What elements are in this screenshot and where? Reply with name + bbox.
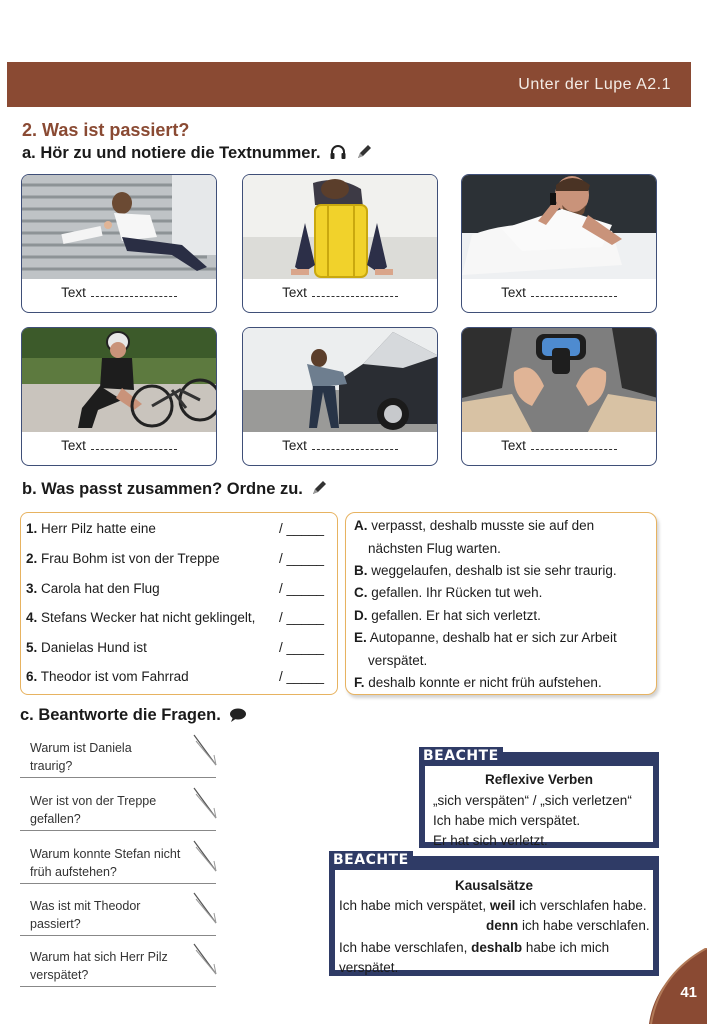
pen-icon bbox=[192, 839, 220, 879]
match-item-4: 4. Stefans Wecker hat nicht geklingelt, bbox=[26, 610, 256, 625]
section-title: 2. Was ist passiert? bbox=[22, 120, 190, 140]
match-slot-5[interactable]: / _____ bbox=[279, 640, 325, 655]
instruction-b bbox=[22, 480, 327, 499]
beachte-line: denn ich habe verschlafen. bbox=[486, 918, 650, 933]
match-item-6: 6. Theodor ist vom Fahrrad bbox=[26, 669, 189, 684]
beachte-tab: BEACHTE bbox=[329, 851, 413, 868]
matching-right-box bbox=[345, 512, 657, 695]
header-band bbox=[7, 62, 691, 107]
photo-man-in-bed-phone bbox=[462, 175, 656, 279]
image-card-suitcase bbox=[242, 174, 438, 313]
instruction-b-text: b. Was passt zusammen? Ordne zu. bbox=[22, 480, 303, 498]
answer-line[interactable] bbox=[20, 830, 216, 831]
question-5: Warum hat sich Herr Pilz verspätet? bbox=[20, 942, 216, 992]
book-title: Unter der Lupe A2.1 bbox=[518, 76, 671, 93]
card-caption: Text bbox=[462, 438, 656, 453]
speech-bubble-icon bbox=[229, 708, 247, 722]
beachte-tab: BEACHTE bbox=[419, 747, 503, 764]
instruction-c bbox=[20, 706, 247, 725]
page-number: 41 bbox=[680, 984, 697, 1001]
answer-blank[interactable] bbox=[91, 286, 177, 297]
answer-blank[interactable] bbox=[312, 439, 398, 450]
photo-woman-fallen-stairs bbox=[22, 175, 216, 279]
match-option-c: C. gefallen. Ihr Rücken tut weh. bbox=[354, 585, 543, 600]
image-card-stairs bbox=[21, 174, 217, 313]
match-slot-2[interactable]: / _____ bbox=[279, 551, 325, 566]
question-3-text: Warum konnte Stefan nicht bbox=[30, 847, 181, 861]
card-caption: Text bbox=[22, 285, 216, 300]
pen-icon bbox=[192, 942, 220, 982]
answer-blank[interactable] bbox=[531, 439, 617, 450]
photo-man-broken-car bbox=[243, 328, 437, 432]
question-1: Warum ist Daniela traurig? bbox=[20, 733, 216, 783]
headphones-icon bbox=[329, 144, 347, 160]
photo-woman-suitcase bbox=[243, 175, 437, 279]
beachte-line: Ich habe verschlafen, deshalb habe ich mich bbox=[339, 940, 610, 955]
question-2: Wer ist von der Treppe gefallen? bbox=[20, 786, 216, 836]
image-card-bicycle bbox=[21, 327, 217, 466]
card-caption: Text bbox=[22, 438, 216, 453]
pencil-icon bbox=[311, 480, 327, 496]
answer-line[interactable] bbox=[20, 935, 216, 936]
photo-man-fallen-bicycle bbox=[22, 328, 216, 432]
pencil-icon bbox=[356, 144, 372, 160]
pen-icon bbox=[192, 891, 220, 931]
page-number-corner bbox=[649, 948, 707, 1024]
instruction-a bbox=[22, 144, 372, 163]
match-option-f: F. deshalb konnte er nicht früh aufstehen. bbox=[354, 675, 602, 690]
photo-hands-alarm-clock bbox=[462, 328, 656, 432]
match-option-a: A. verpasst, deshalb musste sie auf den nächsten Flug warten. bbox=[354, 518, 595, 556]
beachte-box-causal bbox=[329, 852, 659, 976]
match-item-5: 5. Danielas Hund ist bbox=[26, 640, 147, 655]
pen-icon bbox=[192, 733, 220, 773]
match-item-2: 2. Frau Bohm ist von der Treppe bbox=[26, 551, 220, 566]
match-slot-1[interactable]: / _____ bbox=[279, 521, 325, 536]
answer-blank[interactable] bbox=[531, 286, 617, 297]
beachte-line: Ich habe mich verspätet, weil ich verschlafen habe. bbox=[339, 898, 647, 913]
image-card-alarm bbox=[461, 327, 657, 466]
question-1-text: Warum ist Daniela bbox=[30, 741, 132, 755]
beachte-box-reflexive bbox=[419, 748, 659, 848]
card-caption: Text bbox=[462, 285, 656, 300]
matching-left-box bbox=[20, 512, 338, 695]
question-2-text: Wer ist von der Treppe bbox=[30, 794, 157, 808]
beachte-line: „sich verspäten“ / „sich verletzen“ bbox=[433, 793, 632, 808]
answer-line[interactable] bbox=[20, 777, 216, 778]
answer-blank[interactable] bbox=[312, 286, 398, 297]
match-option-b: B. weggelaufen, deshalb ist sie sehr traurig. bbox=[354, 563, 617, 578]
image-card-car bbox=[242, 327, 438, 466]
question-3: Warum konnte Stefan nicht früh aufstehen? bbox=[20, 839, 216, 889]
question-4: Was ist mit Theodor passiert? bbox=[20, 891, 216, 941]
match-slot-4[interactable]: / _____ bbox=[279, 610, 325, 625]
match-slot-3[interactable]: / _____ bbox=[279, 581, 325, 596]
image-card-bed bbox=[461, 174, 657, 313]
beachte-line: verspätet. bbox=[339, 960, 399, 975]
instruction-c-text: c. Beantworte die Fragen. bbox=[20, 706, 221, 724]
beachte-line: Er hat sich verletzt. bbox=[433, 833, 548, 848]
match-item-3: 3. Carola hat den Flug bbox=[26, 581, 160, 596]
answer-line[interactable] bbox=[20, 883, 216, 884]
match-option-d: D. gefallen. Er hat sich verletzt. bbox=[354, 608, 541, 623]
pen-icon bbox=[192, 786, 220, 826]
beachte-line: Ich habe mich verspätet. bbox=[433, 813, 581, 828]
question-5-text: Warum hat sich Herr Pilz bbox=[30, 950, 168, 964]
beachte-title: Reflexive Verben bbox=[484, 772, 594, 787]
answer-blank[interactable] bbox=[91, 439, 177, 450]
question-4-text: Was ist mit Theodor bbox=[30, 899, 141, 913]
instruction-a-text: a. Hör zu und notiere die Textnummer. bbox=[22, 144, 321, 162]
card-caption: Text bbox=[243, 285, 437, 300]
beachte-title: Kausalsätze bbox=[454, 878, 534, 893]
match-slot-6[interactable]: / _____ bbox=[279, 669, 325, 684]
answer-line[interactable] bbox=[20, 986, 216, 987]
card-caption: Text bbox=[243, 438, 437, 453]
match-item-1: 1. Herr Pilz hatte eine bbox=[26, 521, 156, 536]
match-option-e: E. Autopanne, deshalb hat er sich zur Arbeit verspätet. bbox=[354, 630, 617, 668]
